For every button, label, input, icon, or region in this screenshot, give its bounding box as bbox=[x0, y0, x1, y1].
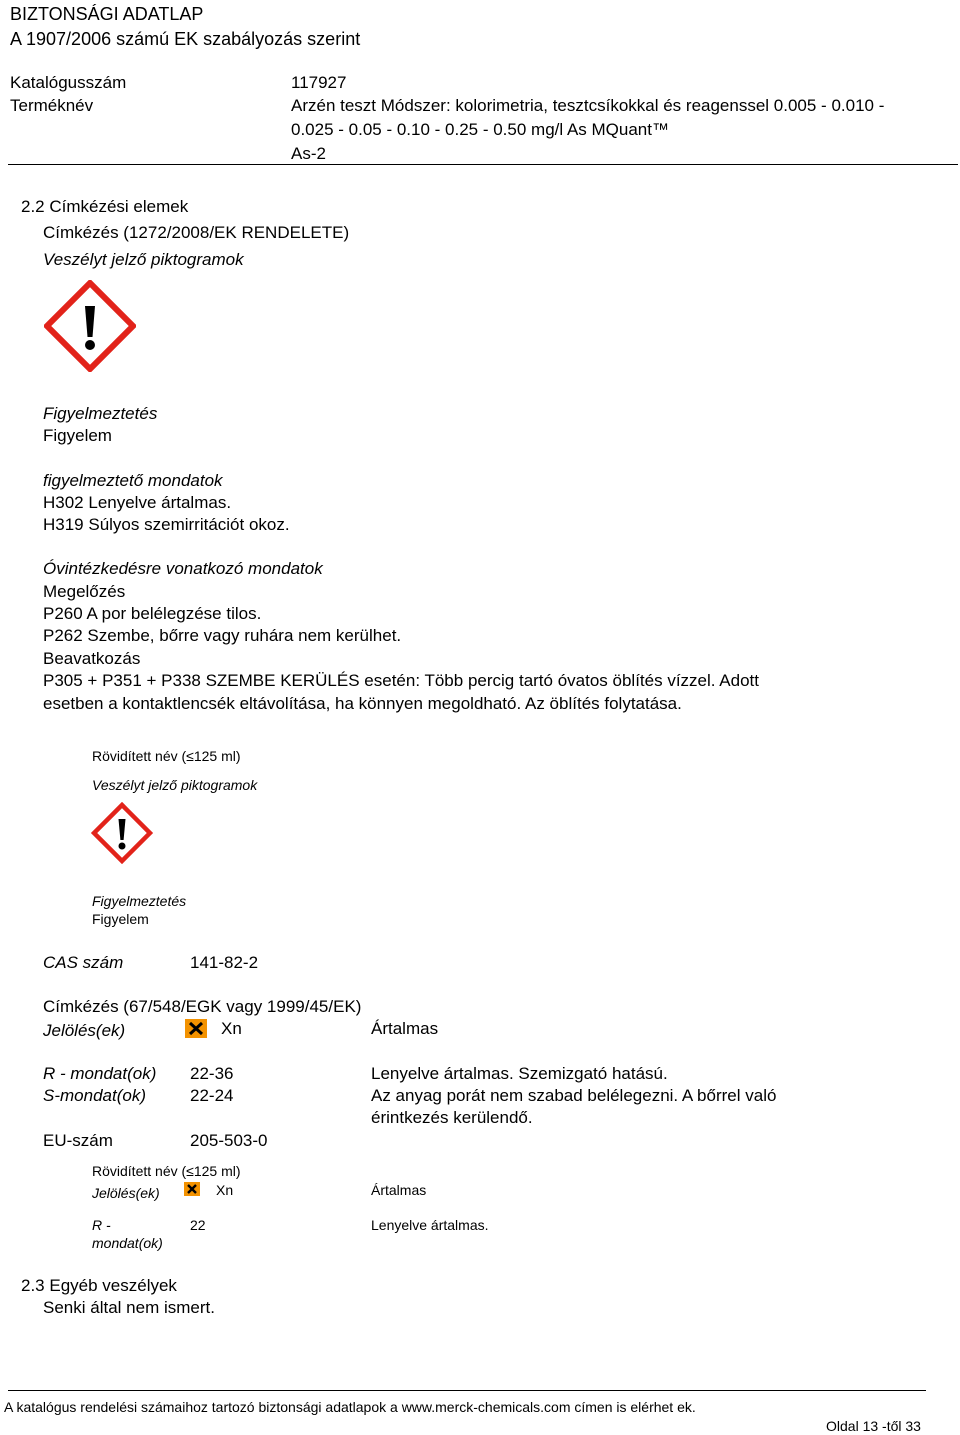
short-signal-label: Figyelmeztetés bbox=[92, 893, 187, 909]
s-phrases-text-line2: érintkezés kerülendő. bbox=[371, 1108, 533, 1127]
short-pictograms-label: Veszélyt jelző piktogramok bbox=[92, 777, 258, 793]
response-label: Beavatkozás bbox=[43, 649, 141, 668]
s-phrases-code: 22-24 bbox=[190, 1086, 234, 1105]
product-label: Terméknév bbox=[10, 96, 94, 115]
response-statement-line2: esetben a kontaktlencsék eltávolítása, ha könnyen megoldható. Az öblítés folytatása. bbox=[43, 694, 682, 713]
precaution-label: Óvintézkedésre vonatkozó mondatok bbox=[43, 559, 323, 578]
hazard-statement: H302 Lenyelve ártalmas. bbox=[43, 493, 232, 512]
short-r-label-line2: mondat(ok) bbox=[92, 1235, 163, 1251]
short-r-text: Lenyelve ártalmas. bbox=[371, 1217, 489, 1233]
signal-word-value: Figyelem bbox=[43, 426, 112, 445]
short-symbol-text: Ártalmas bbox=[371, 1182, 427, 1198]
short-symbol-label: Jelölés(ek) bbox=[92, 1185, 160, 1201]
short-r-label-line1: R - bbox=[92, 1217, 111, 1233]
eu-number-value: 205-503-0 bbox=[190, 1131, 268, 1150]
document-subtitle: A 1907/2006 számú EK szabályozás szerint bbox=[10, 29, 361, 49]
hazard-statement: H319 Súlyos szemirritációt okoz. bbox=[43, 515, 290, 534]
ghs07-exclamation-icon bbox=[91, 802, 153, 864]
header-divider bbox=[8, 164, 958, 165]
catalog-value: 117927 bbox=[291, 73, 347, 92]
product-name-line3: As-2 bbox=[291, 144, 326, 163]
short-symbol-code: Xn bbox=[216, 1182, 234, 1198]
r-phrases-code: 22-36 bbox=[190, 1064, 234, 1083]
footer-divider bbox=[8, 1390, 926, 1391]
product-name-line1: Arzén teszt Módszer: kolorimetria, tesztcsíkokkal és reagenssel 0.005 - 0.010 - bbox=[291, 96, 885, 115]
ghs07-exclamation-icon bbox=[44, 280, 136, 372]
prevention-statement: P260 A por belélegzése tilos. bbox=[43, 604, 262, 623]
signal-word-label: Figyelmeztetés bbox=[43, 404, 158, 423]
eu-number-label: EU-szám bbox=[43, 1131, 113, 1150]
old-labelling-title: Címkézés (67/548/EGK vagy 1999/45/EK) bbox=[43, 997, 362, 1016]
cas-label: CAS szám bbox=[43, 953, 124, 972]
short-signal-value: Figyelem bbox=[92, 911, 149, 927]
r-phrases-label: R - mondat(ok) bbox=[43, 1064, 157, 1083]
section-heading-2-2: 2.2 Címkézési elemek bbox=[21, 197, 189, 216]
clp-title: Címkézés (1272/2008/EK RENDELETE) bbox=[43, 223, 350, 242]
short-name-title: Rövidített név (≤125 ml) bbox=[92, 748, 241, 764]
s-phrases-label: S-mondat(ok) bbox=[43, 1086, 146, 1105]
pictograms-label: Veszélyt jelző piktogramok bbox=[43, 250, 244, 269]
prevention-statement: P262 Szembe, bőrre vagy ruhára nem kerülhet. bbox=[43, 626, 402, 645]
document-title: BIZTONSÁGI ADATLAP bbox=[10, 4, 204, 24]
xn-harmful-icon bbox=[184, 1182, 200, 1196]
footer-note: A katalógus rendelési számaihoz tartozó biztonsági adatlapok a www.merck-chemicals.com címen is elérhet ek. bbox=[4, 1399, 696, 1415]
symbol-label: Jelölés(ek) bbox=[43, 1021, 126, 1040]
prevention-label: Megelőzés bbox=[43, 582, 126, 601]
r-phrases-text: Lenyelve ártalmas. Szemizgató hatású. bbox=[371, 1064, 668, 1083]
product-name-line2: 0.025 - 0.05 - 0.10 - 0.25 - 0.50 mg/l As MQuant™ bbox=[291, 120, 669, 139]
short-old-title: Rövidített név (≤125 ml) bbox=[92, 1163, 241, 1179]
xn-harmful-icon bbox=[185, 1019, 207, 1038]
catalog-label: Katalógusszám bbox=[10, 73, 127, 92]
page-number: Oldal 13 -től 33 bbox=[826, 1418, 921, 1434]
other-hazards-text: Senki által nem ismert. bbox=[43, 1298, 215, 1317]
s-phrases-text-line1: Az anyag porát nem szabad belélegezni. A bőrrel való bbox=[371, 1086, 777, 1105]
symbol-code: Xn bbox=[221, 1019, 242, 1038]
response-statement-line1: P305 + P351 + P338 SZEMBE KERÜLÉS esetén: Több percig tartó óvatos öblítés vízzel. Adott bbox=[43, 671, 759, 690]
short-r-code: 22 bbox=[190, 1217, 206, 1233]
symbol-text: Ártalmas bbox=[371, 1019, 439, 1038]
section-heading-2-3: 2.3 Egyéb veszélyek bbox=[21, 1276, 177, 1295]
hazard-statements-label: figyelmeztető mondatok bbox=[43, 471, 223, 490]
cas-value: 141-82-2 bbox=[190, 953, 259, 972]
